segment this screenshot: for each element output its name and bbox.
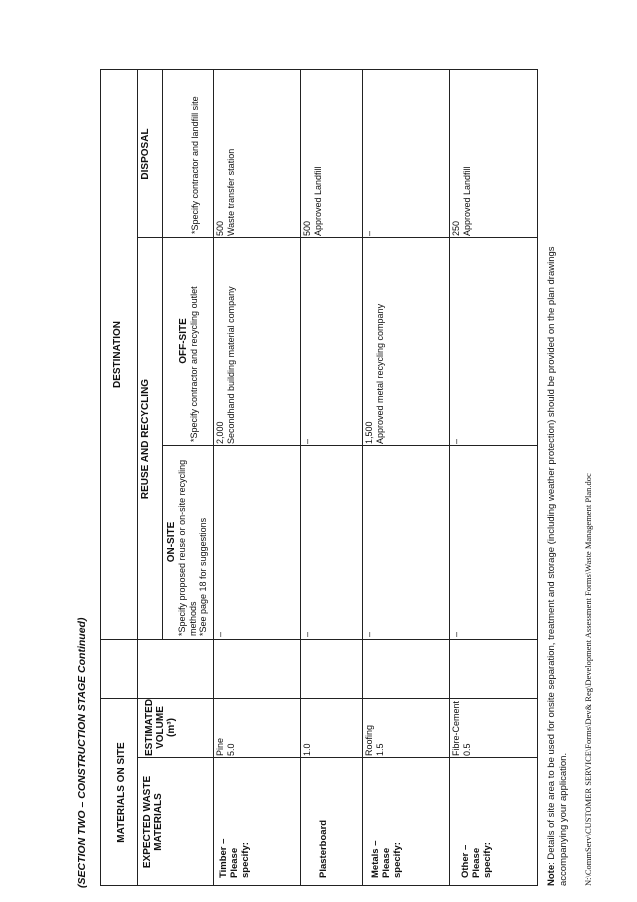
row-label-metals: Metals – Please specify: <box>370 840 403 878</box>
row-label-plasterboard: Plasterboard <box>318 819 329 878</box>
row-volume-plasterboard: 1.0 <box>302 743 312 756</box>
row-offsite-other: – <box>451 438 461 444</box>
disposal-desc: *Specify contractor and landfill site <box>190 96 200 234</box>
row-volume-other: Fibre-Cement 0.5 <box>451 700 472 756</box>
row-offsite-timber: 2,000 Secondhand building material company <box>215 286 236 444</box>
footer-file-path: N:\CommServ\CUSTOMER SERVICE\Forms\Dev& Reg\Development Assessment Forms\Waste Management Plan.doc <box>583 473 593 886</box>
row-disposal-plasterboard: 500 Approved Landfill <box>302 166 323 236</box>
reuse-recycling-header: REUSE AND RECYCLING <box>140 378 151 500</box>
row-label-timber: Timber – Please specify: <box>218 838 251 878</box>
section-title: (SECTION TWO – CONSTRUCTION STAGE Continued) <box>76 617 88 888</box>
row-onsite-timber: – <box>215 631 225 637</box>
row-onsite-other: – <box>451 631 461 637</box>
estimated-volume-header: ESTIMATED VOLUME (m³) <box>144 698 177 756</box>
row-label-other: Other – Please specify: <box>460 842 493 878</box>
row-volume-timber: Pine 5.0 <box>215 737 236 756</box>
row-offsite-metals: 1,500 Approved metal recycling company <box>364 303 385 444</box>
on-site-header: ON-SITE *Specify proposed reuse or on-site recycling methods *See page 18 for suggestions <box>166 459 208 636</box>
destination-header: DESTINATION <box>112 320 123 389</box>
disposal-header: DISPOSAL <box>140 128 151 180</box>
row-disposal-other: 250 Approved Landfill <box>451 166 472 236</box>
note-text: Note: Details of site area to be used for onsite separation, treatment and storage (including weather protection) should be provided on the plan drawings accompanying your application. <box>546 246 569 886</box>
off-site-header: OFF-SITE *Specify contractor and recycling outlet <box>178 286 199 442</box>
materials-on-site-header: MATERIALS ON SITE <box>116 742 127 843</box>
row-offsite-plasterboard: – <box>302 438 312 444</box>
row-volume-metals: Roofing 1.5 <box>364 724 385 756</box>
row-onsite-plasterboard: – <box>302 631 312 637</box>
row-disposal-timber: 500 Waste transfer station <box>215 148 236 236</box>
row-disposal-metals: – <box>364 230 374 236</box>
row-onsite-metals: – <box>364 631 374 637</box>
expected-waste-header: EXPECTED WASTE MATERIALS <box>142 775 164 869</box>
